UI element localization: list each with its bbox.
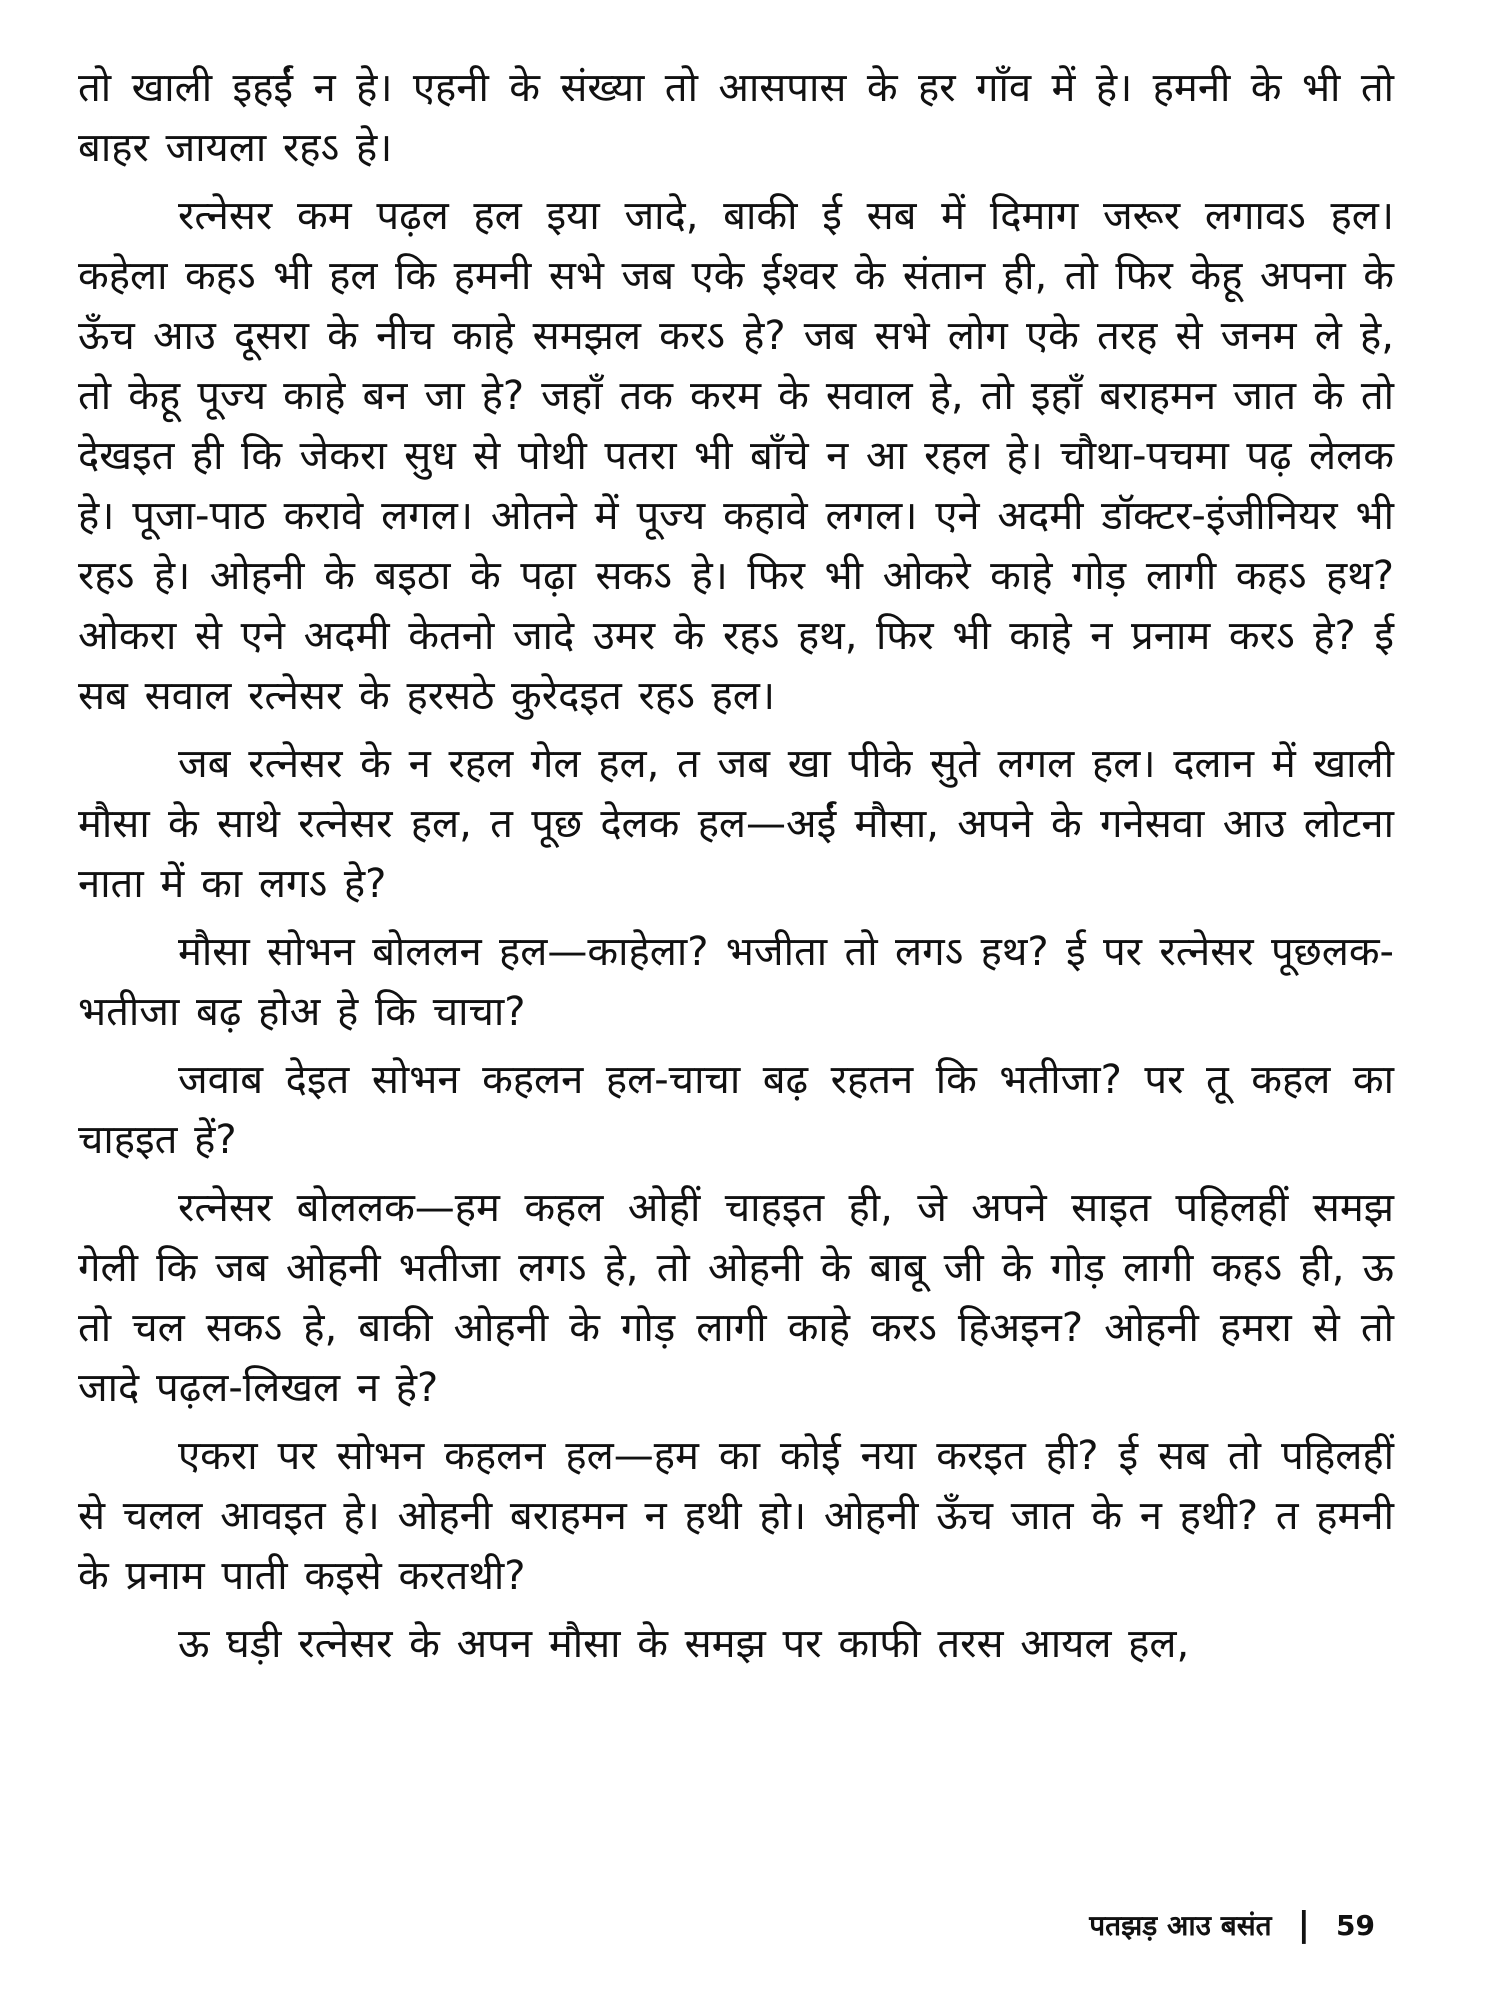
paragraph-8: ऊ घड़ी रत्नेसर के अपन मौसा के समझ पर काफी तरस आयल हल,: [178, 1621, 1190, 1667]
page-number: 59: [1336, 1908, 1375, 1942]
paragraph-2: रत्नेसर कम पढ़ल हल इया जादे, बाकी ई सब में दिमाग जरूर लगावऽ हल। कहेला कहऽ भी हल कि हमनी सभे जब एके ईश्वर के संतान ही, तो फिर केहू अपना के ऊँच आउ दूसरा के नीच काहे समझल करऽ हे? जब सभे लोग एके तरह से जनम ले हे, तो केहू पूज्य काहे बन जा हे? जहाँ तक करम के सवाल हे, तो इहाँ बराहमन जात के तो देखइत ही कि जेकरा सुध से पोथी पतरा भी बाँचे न आ रहल हे। चौथा-पचमा पढ़ लेलक हे। पूजा-पाठ करावे लगल। ओतने में पूज्य कहावे लगल। एने अदमी डॉक्टर-इंजीनियर भी रहऽ हे। ओहनी के बइठा के पढ़ा सकऽ हे। फिर भी ओकरे काहे गोड़ लागी कहऽ हथ? ओकरा से एने अदमी केतनो जादे उमर के रहऽ हथ, फिर भी काहे न प्रनाम करऽ हे? ई सब सवाल रत्नेसर के हरसठे कुरेदइत रहऽ हल।: [78, 193, 1394, 719]
paragraph-6: रत्नेसर बोललक—हम कहल ओहीं चाहइत ही, जे अपने साइत पहिलहीं समझ गेली कि जब ओहनी भतीजा लगऽ हे, तो ओहनी के बाबू जी के गोड़ लागी कहऽ ही, ऊ तो चल सकऽ हे, बाकी ओहनी के गोड़ लागी काहे करऽ हिअइन? ओहनी हमरा से तो जादे पढ़ल-लिखल न हे?: [78, 1185, 1394, 1411]
paragraph-4: मौसा सोभन बोललन हल—काहेला? भजीता तो लगऽ हथ? ई पर रत्नेसर पूछलक-भतीजा बढ़ होअ हे कि चाचा?: [78, 929, 1394, 1035]
book-title: पतझड़ आउ बसंत: [1089, 1909, 1272, 1942]
paragraph-7: एकरा पर सोभन कहलन हल—हम का कोई नया करइत ही? ई सब तो पहिलहीं से चलल आवइत हे। ओहनी बराहमन न हथी हो। ओहनी ऊँच जात के न हथी? त हमनी के प्रनाम पाती कइसे करतथी?: [78, 1433, 1394, 1599]
paragraph-3: जब रत्नेसर के न रहल गेल हल, त जब खा पीके सुते लगल हल। दलान में खाली मौसा के साथे रत्नेसर हल, त पूछ देलक हल—अईं मौसा, अपने के गनेसवा आउ लोटना नाता में का लगऽ हे?: [78, 741, 1394, 907]
paragraph-5: जवाब देइत सोभन कहलन हल-चाचा बढ़ रहतन कि भतीजा? पर तू कहल का चाहइत हें?: [78, 1057, 1394, 1163]
page-footer: [1089, 1905, 1375, 1945]
footer-separator: |: [1297, 1905, 1311, 1945]
paragraph-1: तो खाली इहईं न हे। एहनी के संख्या तो आसपास के हर गाँव में हे। हमनी के भी तो बाहर जायला रहऽ हे।: [78, 65, 1394, 171]
